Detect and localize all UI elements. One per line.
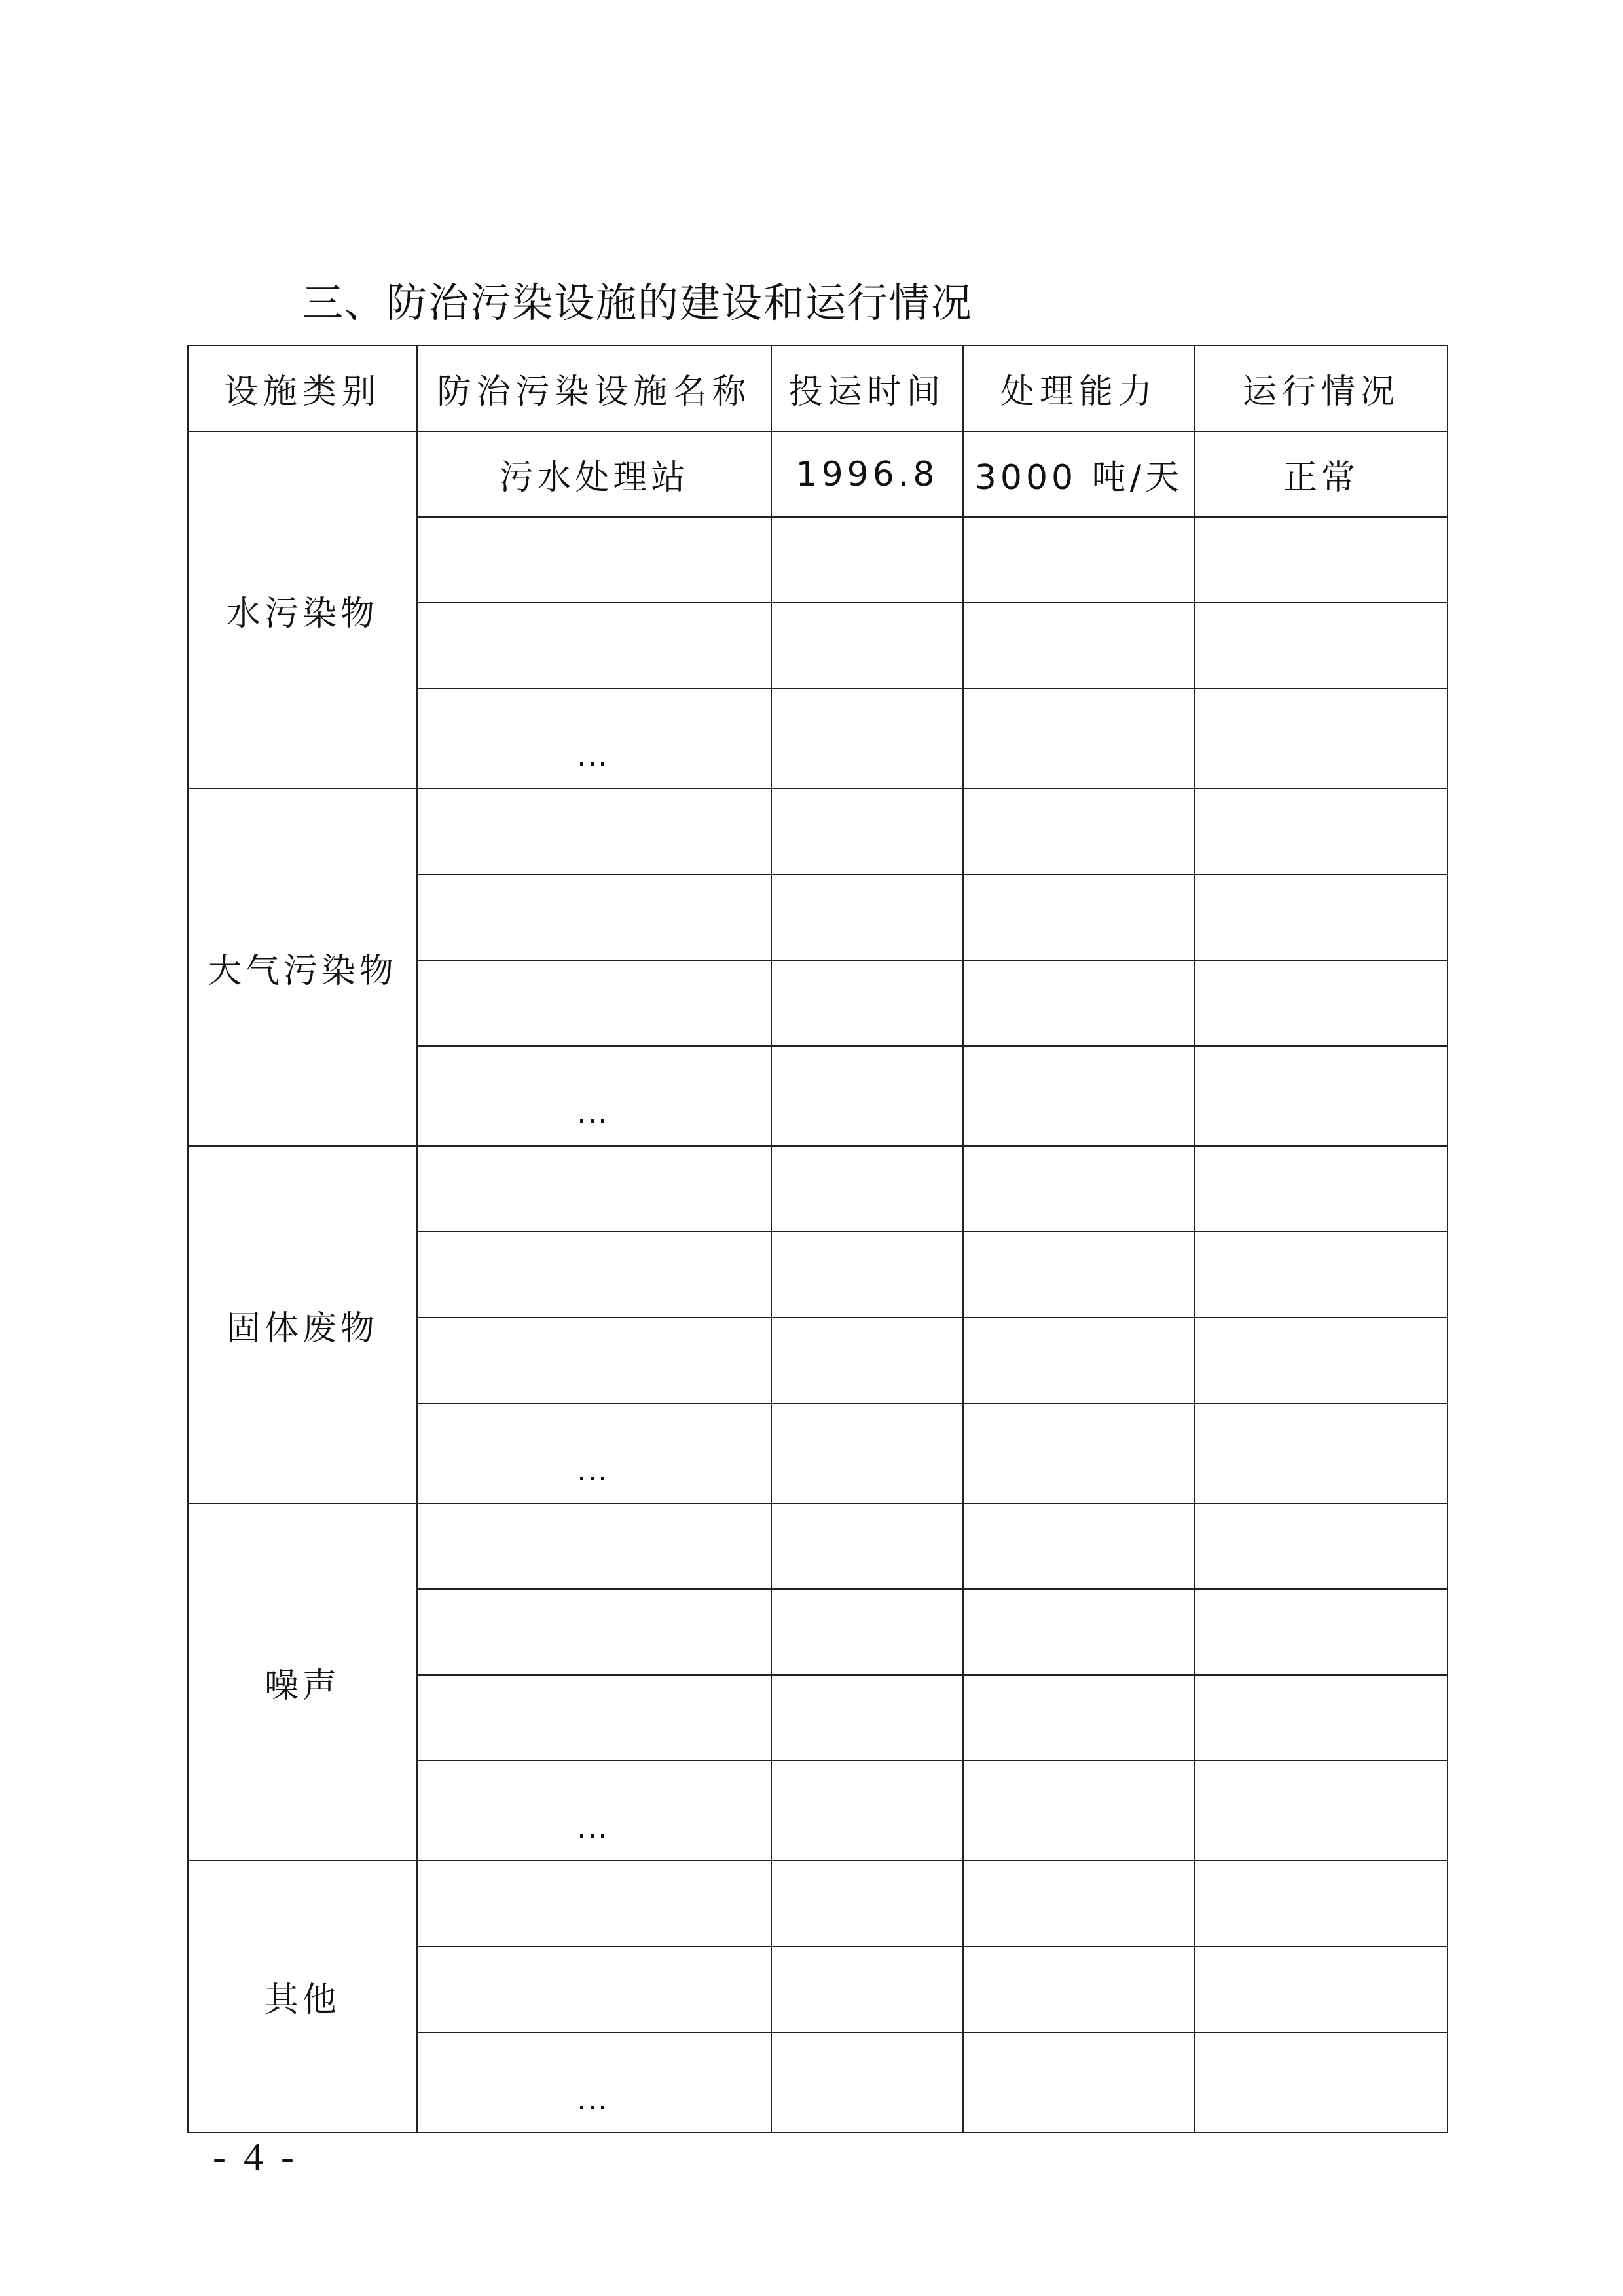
- status-cell: [1195, 517, 1448, 603]
- table-header-row: [188, 346, 1448, 431]
- start-date-cell: [771, 2032, 963, 2132]
- facility-name-cell: 污水处理站: [417, 431, 771, 517]
- capacity-cell: [963, 2032, 1195, 2132]
- start-date-cell: [771, 1675, 963, 1761]
- section-title: 三、防治污染设施的建设和运行情况: [302, 279, 974, 327]
- facility-name-cell: …: [417, 1761, 771, 1861]
- header-category: 设施类别: [188, 346, 417, 431]
- facility-name-cell: [417, 960, 771, 1046]
- facility-name-cell: [417, 1675, 771, 1761]
- start-date-cell: [771, 517, 963, 603]
- start-date-cell: [771, 689, 963, 789]
- start-date-cell: [771, 1589, 963, 1675]
- status-cell: [1195, 1503, 1448, 1589]
- capacity-cell: [963, 517, 1195, 603]
- status-cell: [1195, 960, 1448, 1046]
- status-cell: [1195, 874, 1448, 960]
- status-cell: [1195, 1403, 1448, 1503]
- status-cell: [1195, 1146, 1448, 1232]
- capacity-cell: 3000 吨/天: [963, 431, 1195, 517]
- capacity-cell: [963, 789, 1195, 874]
- facility-name-cell: [417, 1146, 771, 1232]
- header-capacity: 处理能力: [963, 346, 1195, 431]
- start-date-cell: [771, 960, 963, 1046]
- table-row: [188, 1146, 1448, 1232]
- category-cell: 大气污染物: [188, 789, 417, 1146]
- status-cell: [1195, 603, 1448, 689]
- status-cell: [1195, 689, 1448, 789]
- category-cell: 噪声: [188, 1503, 417, 1861]
- start-date-cell: [771, 1046, 963, 1146]
- capacity-cell: [963, 1761, 1195, 1861]
- facility-name-cell: [417, 1232, 771, 1318]
- table-row: [188, 789, 1448, 874]
- status-cell: [1195, 1046, 1448, 1146]
- start-date-cell: [771, 1232, 963, 1318]
- facility-name-cell: [417, 789, 771, 874]
- facility-name-cell: [417, 1861, 771, 1946]
- status-cell: [1195, 1761, 1448, 1861]
- header-status: 运行情况: [1195, 346, 1448, 431]
- capacity-cell: [963, 1046, 1195, 1146]
- capacity-cell: [963, 1403, 1195, 1503]
- start-date-cell: [771, 1503, 963, 1589]
- table-row: [188, 431, 1448, 517]
- facility-name-cell: …: [417, 689, 771, 789]
- facility-name-cell: [417, 517, 771, 603]
- start-date-cell: [771, 1403, 963, 1503]
- start-date-cell: [771, 1946, 963, 2032]
- capacity-cell: [963, 1946, 1195, 2032]
- facility-name-cell: [417, 1946, 771, 2032]
- start-date-cell: [771, 1761, 963, 1861]
- status-cell: [1195, 789, 1448, 874]
- facility-name-cell: …: [417, 1403, 771, 1503]
- category-cell: 其他: [188, 1861, 417, 2132]
- start-date-cell: [771, 1146, 963, 1232]
- capacity-cell: [963, 874, 1195, 960]
- capacity-cell: [963, 1861, 1195, 1946]
- start-date-cell: 1996.8: [771, 431, 963, 517]
- facility-name-cell: [417, 1503, 771, 1589]
- page-number: - 4 -: [213, 2135, 298, 2178]
- facility-name-cell: [417, 1318, 771, 1403]
- capacity-cell: [963, 1589, 1195, 1675]
- header-start-date: 投运时间: [771, 346, 963, 431]
- status-cell: [1195, 1232, 1448, 1318]
- status-cell: [1195, 1675, 1448, 1761]
- header-facility-name: 防治污染设施名称: [417, 346, 771, 431]
- category-cell: 水污染物: [188, 431, 417, 789]
- capacity-cell: [963, 1146, 1195, 1232]
- facility-name-cell: [417, 1589, 771, 1675]
- status-cell: [1195, 1589, 1448, 1675]
- category-cell: 固体废物: [188, 1146, 417, 1503]
- pollution-facilities-table: [187, 345, 1448, 2133]
- start-date-cell: [771, 603, 963, 689]
- table-row: [188, 1861, 1448, 1946]
- status-cell: [1195, 2032, 1448, 2132]
- capacity-cell: [963, 1318, 1195, 1403]
- start-date-cell: [771, 789, 963, 874]
- facility-name-cell: [417, 603, 771, 689]
- capacity-cell: [963, 1232, 1195, 1318]
- capacity-cell: [963, 689, 1195, 789]
- capacity-cell: [963, 1675, 1195, 1761]
- facility-name-cell: [417, 874, 771, 960]
- facility-name-cell: …: [417, 1046, 771, 1146]
- status-cell: 正常: [1195, 431, 1448, 517]
- start-date-cell: [771, 874, 963, 960]
- status-cell: [1195, 1318, 1448, 1403]
- status-cell: [1195, 1861, 1448, 1946]
- status-cell: [1195, 1946, 1448, 2032]
- facility-name-cell: …: [417, 2032, 771, 2132]
- capacity-cell: [963, 603, 1195, 689]
- table-row: [188, 1503, 1448, 1589]
- capacity-cell: [963, 1503, 1195, 1589]
- start-date-cell: [771, 1861, 963, 1946]
- start-date-cell: [771, 1318, 963, 1403]
- capacity-cell: [963, 960, 1195, 1046]
